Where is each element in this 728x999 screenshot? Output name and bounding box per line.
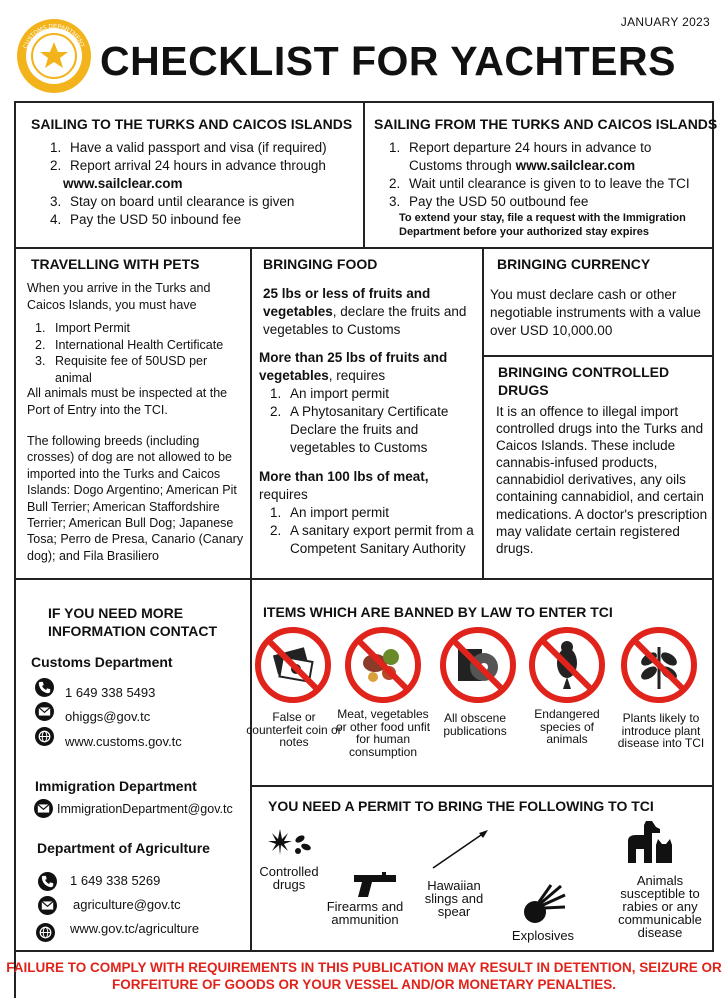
currency-heading: BRINGING CURRENCY (497, 256, 651, 272)
endangered-bird-icon (529, 627, 605, 703)
extend-stay-note: To extend your stay, file a request with the Immigration Department before your authorized stay expires (399, 212, 686, 238)
agriculture-website[interactable]: www.gov.tc/agriculture (70, 921, 200, 936)
email-icon (34, 799, 53, 818)
permit-caption: Firearms and ammunition (326, 899, 404, 927)
phone-icon (38, 872, 57, 891)
banned-caption: All obscene publications (443, 711, 507, 738)
drugs-heading: BRINGING CONTROLLED DRUGS (498, 364, 670, 398)
page-title: CHECKLIST FOR YACHTERS (100, 38, 676, 84)
explosion-icon (521, 883, 567, 925)
pets-inspection: All animals must be inspected at the Port of Entry into the TCI. (27, 386, 228, 417)
permit-heading: YOU NEED A PERMIT TO BRING THE FOLLOWING TO TCI (268, 798, 654, 814)
banned-caption: Plants likely to introduce plant disease into TCI (617, 711, 705, 750)
list-item: 3. Pay the USD 50 outbound fee (389, 194, 589, 209)
permit-caption: Hawaiian slings and spear (424, 878, 484, 919)
agriculture-name: Department of Agriculture (37, 840, 210, 856)
food-meat: More than 100 lbs of meat, requires 1. An import permit 2. A sanitary export permit from a Competent Sanitary Authority (259, 468, 479, 558)
list-item: 2. A Phytosanitary Certificate Declare the fruits and vegetables to Customs (270, 404, 449, 455)
email-icon (35, 702, 54, 721)
dog-cat-icon (622, 819, 674, 865)
customs-email[interactable]: ohiggs@gov.tc (65, 709, 151, 724)
agriculture-phone[interactable]: 1 649 338 5269 (70, 873, 161, 888)
compliance-warning: FAILURE TO COMPLY WITH REQUIREMENTS IN THIS PUBLICATION MAY RESULT IN DETENTION, SEIZURE OR FORFEITURE OF GOODS OR YOUR VESSEL AND/OR MONETARY PENALTIES. (6, 960, 722, 992)
pets-list (35, 320, 247, 386)
permit-caption: Animals susceptible to rabies or any communicable disease (618, 873, 702, 940)
immigration-name: Immigration Department (35, 778, 197, 794)
list-item: 2. International Health Certificate (35, 337, 224, 352)
publication-date: JANUARY 2023 (620, 15, 710, 29)
sailclear-link[interactable]: www.sailclear.com (515, 158, 636, 173)
list-item: 4. Pay the USD 50 inbound fee (50, 212, 242, 227)
list-item: 3. Stay on board until clearance is given (50, 194, 295, 209)
agriculture-email[interactable]: agriculture@gov.tc (73, 897, 181, 912)
diseased-plant-icon (621, 627, 697, 703)
permit-caption: Controlled drugs (259, 864, 319, 892)
customs-seal-logo (16, 18, 92, 94)
sailing-from-list (389, 139, 707, 211)
firearm-icon (352, 871, 398, 899)
food-over-25: More than 25 lbs of fruits and vegetables, requires 1. An import permit 2. A Phytosanitary Certificate Declare the fruits and vegetables to Customs (259, 349, 479, 457)
list-item: 1. An import permit (270, 386, 390, 401)
list-item: 3. Requisite fee of 50USD per animal (35, 354, 208, 385)
contact-heading: IF YOU NEED MORE INFORMATION CONTACT (48, 605, 218, 639)
immigration-email[interactable]: ImmigrationDepartment@gov.tc (57, 802, 233, 816)
customs-phone[interactable]: 1 649 338 5493 (65, 685, 156, 700)
obscene-media-icon (440, 627, 516, 703)
email-icon (38, 896, 57, 915)
list-item: 1. Import Permit (35, 321, 131, 335)
list-item: 2. A sanitary export permit from a Competent Sanitary Authority (270, 523, 474, 556)
food-small-amount: 25 lbs or less of fruits and vegetables, declare the fruits and vegetables to Customs (263, 286, 467, 337)
customs-website[interactable]: www.customs.gov.tc (65, 734, 182, 749)
globe-icon (35, 727, 54, 746)
permit-caption: Explosives (511, 928, 575, 943)
cannabis-pills-icon (268, 825, 312, 859)
list-item: 1. Report departure 24 hours in advance to Customs through www.sailclear.com (389, 140, 652, 173)
pets-heading: TRAVELLING WITH PETS (31, 256, 200, 272)
list-item: 2. Report arrival 24 hours in advance through www.sailclear.com (50, 158, 326, 191)
pets-intro: When you arrive in the Turks and Caicos Islands, you must have (27, 281, 211, 312)
list-item: 1. An import permit (270, 505, 390, 520)
spoiled-food-icon (345, 627, 421, 703)
banned-caption: False or counterfeit coin or notes (246, 710, 342, 749)
list-item: 1. Have a valid passport and visa (if required) (50, 140, 327, 155)
customs-name: Customs Department (31, 654, 173, 670)
counterfeit-money-icon (255, 627, 331, 703)
food-heading: BRINGING FOOD (263, 256, 378, 272)
spear-icon (430, 828, 490, 870)
pets-banned-breeds: The following breeds (including crosses) of dog are not allowed to be imported into the Turks and Caicos Islands: Dogo Argentino; American Pit Bull Terrier; American Staffordshire Terrier; American Bull Dog; Japanese Tosa; Perro de Presa, Canario (Canary dog); and Fila Brasiliero (27, 434, 244, 563)
drugs-text: It is an offence to illegal import controlled drugs into the Turks and Caicos Islands. These include cannabis-infused products, cannabidiol derivatives, any oils containing cannabidiol, and certain medications. A doctor's prescription may validate certain registered drugs. (496, 404, 708, 556)
globe-icon (36, 923, 55, 942)
banned-heading: ITEMS WHICH ARE BANNED BY LAW TO ENTER TCI (263, 604, 613, 620)
sailing-to-heading: SAILING TO THE TURKS AND CAICOS ISLANDS (31, 116, 353, 132)
phone-icon (35, 678, 54, 697)
sailclear-link[interactable]: www.sailclear.com (63, 176, 183, 191)
banned-caption: Endangered species of animals (534, 707, 600, 746)
list-item: 2. Wait until clearance is given to to leave the TCI (389, 176, 690, 191)
svg-text:CUSTOMS DEPARTMENT: CUSTOMS DEPARTMENT (23, 23, 85, 50)
sailing-from-heading: SAILING FROM THE TURKS AND CAICOS ISLANDS (374, 116, 718, 132)
currency-text: You must declare cash or other negotiable instruments with a value over USD 10,000.00 (490, 287, 701, 338)
banned-caption: Meat, vegetables or other food unfit for human consumption (335, 707, 431, 759)
sailing-to-list (50, 139, 355, 229)
